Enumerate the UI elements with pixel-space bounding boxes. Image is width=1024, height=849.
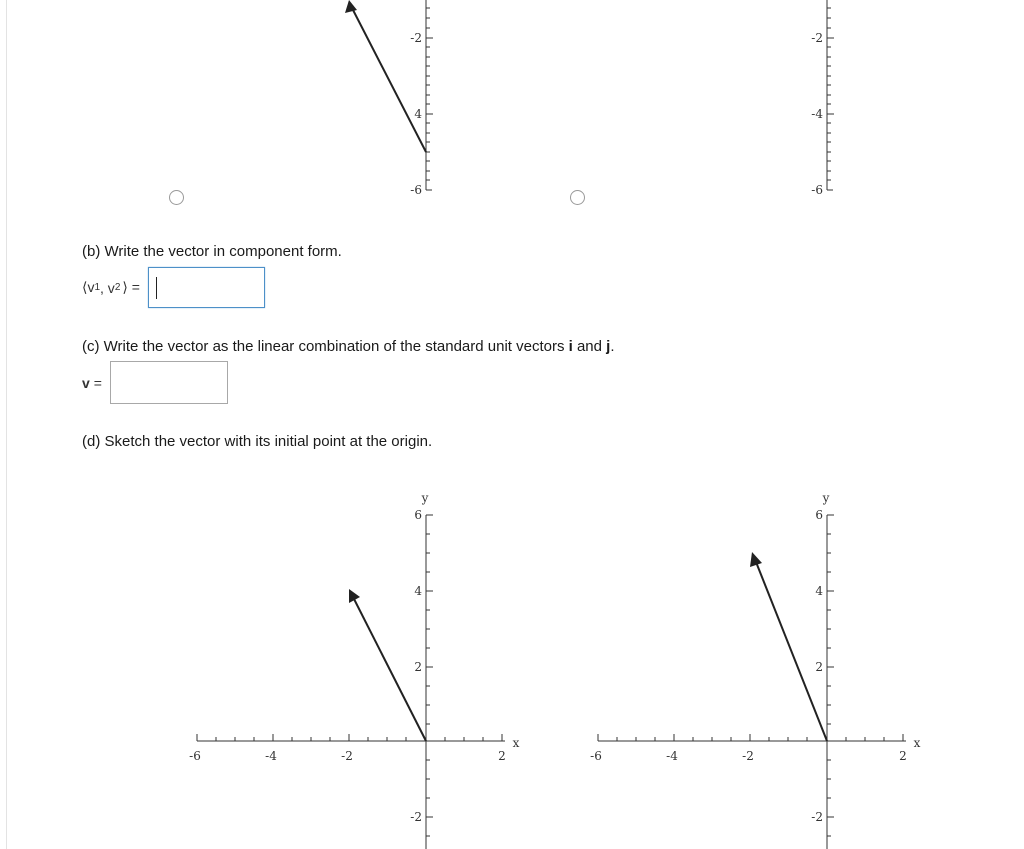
- vector-arrowhead: [345, 0, 357, 13]
- x-minor-ticks: [598, 734, 903, 741]
- graph-option-radio-2[interactable]: [570, 190, 585, 205]
- part-c-prompt: (c) Write the vector as the linear combination of the standard unit vectors i and j.: [82, 338, 615, 355]
- vector-line: [352, 8, 426, 152]
- y-tick-label: -2: [410, 810, 422, 824]
- x-minor-ticks: [197, 734, 502, 741]
- x-axis-label: x: [512, 736, 520, 750]
- x-tick-label: -4: [265, 749, 277, 763]
- y-tick-label: -6: [410, 183, 422, 197]
- y-tick-label: 6: [414, 508, 422, 522]
- graph-bottom-left: [180, 485, 530, 849]
- graph-top-right: [780, 0, 860, 200]
- y-tick-label: 4: [414, 584, 422, 598]
- component-form-label: ⟨v 1 , v 2 ⟩ =: [82, 279, 140, 296]
- vector-arrowhead: [750, 552, 762, 567]
- y-tick-label: 4: [815, 584, 823, 598]
- component-form-input[interactable]: [148, 267, 265, 308]
- x-tick-label: -2: [742, 749, 754, 763]
- component-form-field-wrap: [148, 267, 265, 308]
- y-minor-ticks: [827, 515, 834, 836]
- y-tick-label: 2: [815, 660, 823, 674]
- x-tick-label: -4: [666, 749, 678, 763]
- y-tick-label: 6: [815, 508, 823, 522]
- x-tick-label: 2: [498, 749, 506, 763]
- x-tick-label: -6: [590, 749, 602, 763]
- linear-combination-label: v =: [82, 374, 102, 391]
- page-left-border: [6, 0, 7, 849]
- y-axis-label: y: [822, 491, 830, 505]
- y-tick-label: 2: [414, 660, 422, 674]
- x-tick-label: 2: [899, 749, 907, 763]
- y-axis-label: y: [421, 491, 429, 505]
- x-tick-label: -2: [341, 749, 353, 763]
- y-tick-label: -2: [811, 810, 823, 824]
- y-tick-label: -2: [811, 31, 823, 45]
- part-d-prompt: (d) Sketch the vector with its initial point at the origin.: [82, 433, 433, 450]
- part-b-answer-row: [82, 267, 265, 308]
- part-c-answer-row: [82, 361, 228, 404]
- text-caret: [156, 277, 157, 299]
- y-tick-label: -4: [811, 107, 823, 121]
- y-tick-label: 4: [414, 107, 422, 121]
- y-tick-label: -2: [410, 31, 422, 45]
- graph-option-radio-1[interactable]: [169, 190, 184, 205]
- part-b-prompt: (b) Write the vector in component form.: [82, 243, 342, 260]
- graph-bottom-right: [580, 485, 930, 849]
- graph-top-left: [330, 0, 460, 200]
- linear-combination-input[interactable]: [110, 361, 228, 404]
- x-tick-label: -6: [189, 749, 201, 763]
- x-axis-label: x: [913, 736, 921, 750]
- y-tick-label: -6: [811, 183, 823, 197]
- minor-ticks: [426, 8, 430, 180]
- y-minor-ticks: [426, 515, 433, 836]
- minor-ticks: [827, 8, 831, 180]
